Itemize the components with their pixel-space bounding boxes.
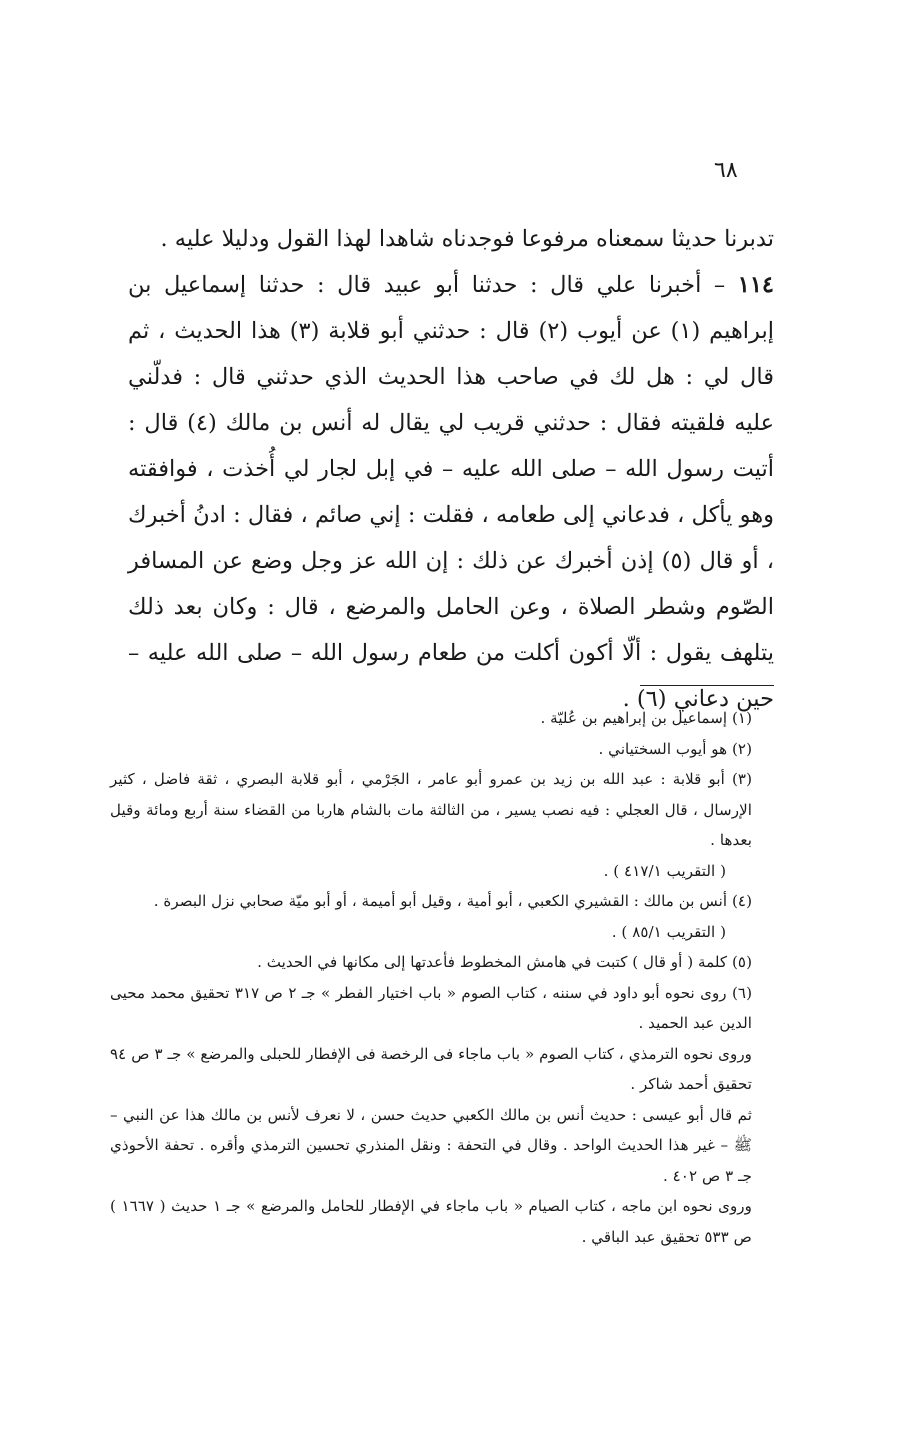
main-text bbox=[128, 216, 774, 722]
page-number: ٦٨ bbox=[714, 158, 738, 183]
footnote-6-ibn-majah: وروى نحوه ابن ماجه ، كتاب الصيام « باب ماجاء في الإفطار للحامل والمرضع » جـ ١ حديث ( ١٦٦٧ ) ص ٥٣٣ تحقيق عبد الباقي . bbox=[110, 1197, 752, 1246]
footnote-3-source: ( التقريب ٤١٧/١ ) . bbox=[603, 861, 726, 880]
footnote-4-source: ( التقريب ٨٥/١ ) . bbox=[611, 922, 726, 941]
footnote-6-tirmidhi: وروى نحوه الترمذي ، كتاب الصوم « باب ماجاء فى الرخصة فى الإفطار للحبلى والمرضع » جـ ٣ ص ٩٤ تحقيق أحمد شاكر . bbox=[110, 1044, 752, 1093]
footnote-3: (٣) أبو قلابة : عبد الله بن زيد بن عمرو أبو عامر ، الجَرْمي ، أبو قلابة البصري ، ثقة فاضل ، كثير الإرسال ، قال العجلي : فيه نصب يسير ، من الثالثة مات بالشام هاربا من القضاء سنة أربع ومائة وقيل بعدها . bbox=[110, 770, 752, 849]
intro-paragraph: تدبرنا حديثا سمعناه مرفوعا فوجدناه شاهدا لهذا القول ودليلا عليه . bbox=[160, 226, 774, 252]
footnote-4: (٤) أنس بن مالك : القشيري الكعبي ، أبو أمية ، وقيل أبو أميمة ، أو أبو ميّة صحابي نزل البصرة . bbox=[153, 892, 752, 910]
footnote-2: (٢) هو أيوب السختياني . bbox=[598, 739, 752, 758]
footnote-5: (٥) كلمة ( أو قال ) كتبت في هامش المخطوط فأعدتها إلى مكانها في الحديث . bbox=[257, 953, 752, 971]
footnote-1: (١) إسماعيل بن إبراهيم بن عُليّة . bbox=[540, 709, 752, 727]
footnote-6: (٦) روى نحوه أبو داود في سننه ، كتاب الصوم « باب اختيار الفطر » جـ ٢ ص ٣١٧ تحقيق محمد محيى الدين عبد الحميد . bbox=[110, 983, 752, 1032]
hadith-number: ١١٤ bbox=[737, 272, 774, 298]
footnote-divider bbox=[640, 685, 774, 686]
hadith-text: – أخبرنا علي قال : حدثنا أبو عبيد قال : حدثنا إسماعيل بن إبراهيم (١) عن أيوب (٢) قال : حدثني أبو قلابة (٣) هذا الحديث ، ثم قال لي : هل لك في صاحب هذا الحديث الذي حدثني قال : فدلّني عليه فلقيته فقال : حدثني قريب لي يقال له أنس بن مالك (٤) قال : أتيت رسول الله – صلى الله عليه – في إبل لجار لي أُخذت ، فوافقته وهو يأكل ، فدعاني إلى طعامه ، فقلت : إني صائم ، فقال : ادنُ أخبرك ، أو قال (٥) إذن أخبرك عن ذلك : إن الله عز وجل وضع عن المسافر الصّوم وشطر الصلاة ، وعن الحامل والمرضع ، قال : وكان بعد ذلك يتلهف يقول : ألّا أكون أكلت من طعام رسول الله – صلى الله عليه – حين دعاني (٦) . bbox=[128, 272, 775, 712]
hadith-paragraph bbox=[128, 262, 774, 722]
footnote-6-comment: ثم قال أبو عيسى : حديث أنس بن مالك الكعبي حديث حسن ، لا نعرف لأنس بن مالك هذا عن النبي – ﷺ – غير هذا الحديث الواحد . وقال في التحفة : ونقل المنذري تحسين الترمذي وأقره . تحفة الأحوذي جـ ٣ ص ٤٠٢ . bbox=[110, 1105, 752, 1185]
footnotes bbox=[110, 703, 774, 1252]
